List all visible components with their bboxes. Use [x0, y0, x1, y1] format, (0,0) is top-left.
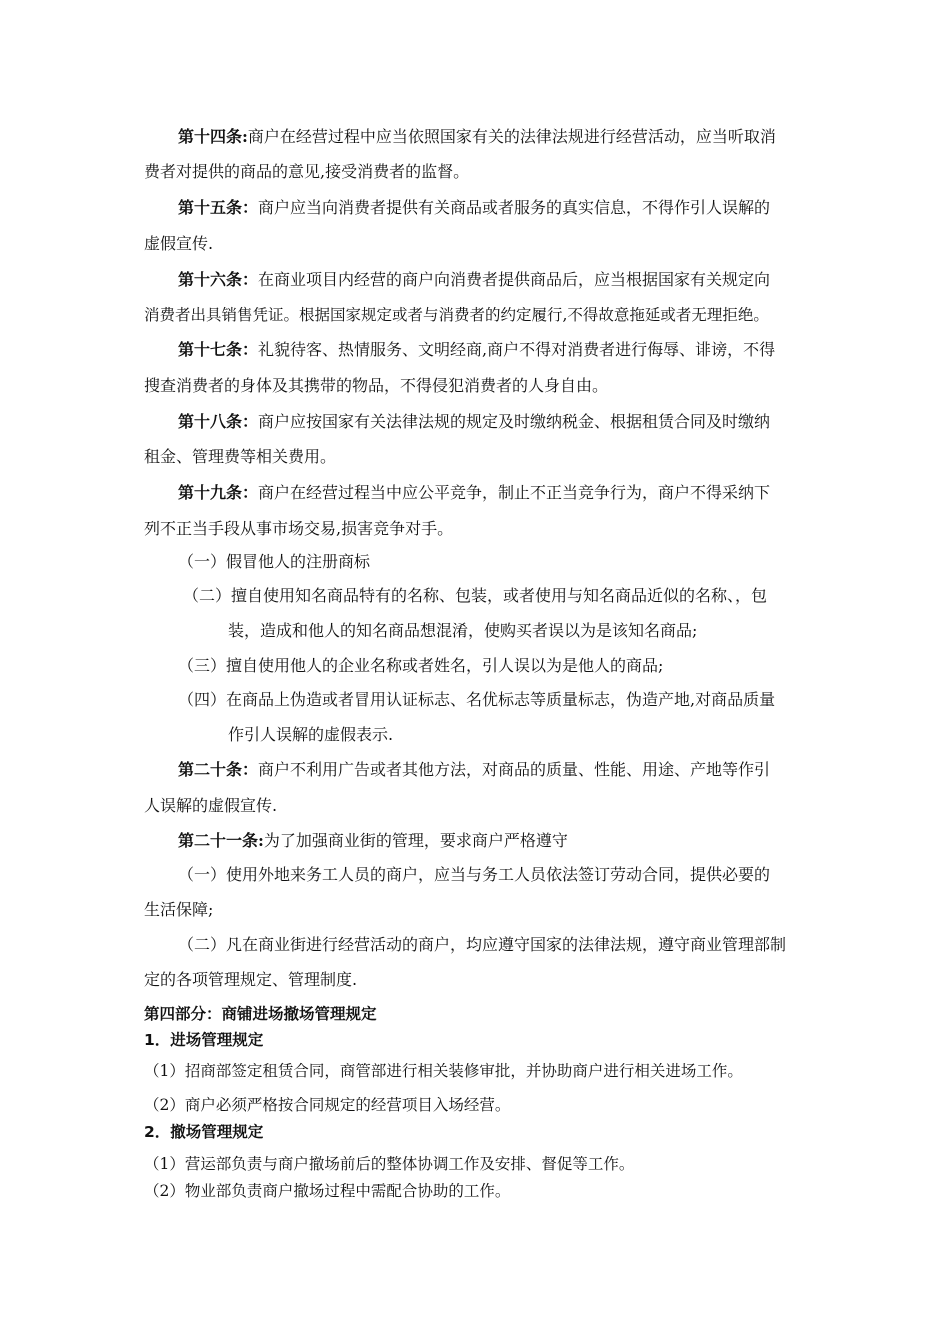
article-label: 第十五条： — [178, 198, 259, 217]
article-label: 第二十一条: — [178, 831, 264, 850]
article-20-line-2: 人误解的虚假宣传. — [144, 796, 278, 815]
article-21-item-2-line-1: （二）凡在商业街进行经营活动的商户，均应遵守国家的法律法规，遵守商业管理部制 — [178, 935, 787, 954]
article-15-line-1: 第十五条：商户应当向消费者提供有关商品或者服务的真实信息，不得作引人误解的 — [178, 198, 771, 217]
article-14-line-1: 第十四条:商户在经营过程中应当依照国家有关的法律法规进行经营活动，应当听取消 — [178, 127, 776, 146]
part-4-heading: 第四部分：商铺进场撤场管理规定 — [144, 1005, 377, 1023]
section-entry-item-1: （1）招商部签定租赁合同，商管部进行相关装修审批，并协助商户进行相关进场工作。 — [144, 1062, 743, 1080]
article-19-item-2-line-1: （二）擅自使用知名商品特有的名称、包装，或者使用与知名商品近似的名称、，包 — [183, 586, 768, 605]
article-19-line-2: 列不正当手段从事市场交易,损害竞争对手。 — [144, 519, 454, 538]
article-19-item-4-line-1: （四）在商品上伪造或者冒用认证标志、名优标志等质量标志，伪造产地,对商品质量 — [178, 690, 776, 709]
section-exit-heading: 2．撤场管理规定 — [144, 1123, 264, 1141]
article-19-item-4-line-2: 作引人误解的虚假表示. — [228, 725, 394, 744]
article-label: 第十八条： — [178, 412, 259, 431]
article-19-line-1: 第十九条：商户在经营过程当中应公平竞争，制止不正当竞争行为，商户不得采纳下 — [178, 483, 771, 502]
article-16-line-1: 第十六条：在商业项目内经营的商户向消费者提供商品后，应当根据国家有关规定向 — [178, 270, 771, 289]
article-19-item-1: （一）假冒他人的注册商标 — [178, 552, 371, 571]
article-15-line-2: 虚假宣传. — [144, 234, 214, 253]
article-18-line-2: 租金、管理费等相关费用。 — [144, 447, 337, 466]
article-21-item-1-line-1: （一）使用外地来务工人员的商户，应当与务工人员依法签订劳动合同，提供必要的 — [178, 865, 771, 884]
article-18-line-1: 第十八条：商户应按国家有关法律法规的规定及时缴纳税金、根据租赁合同及时缴纳 — [178, 412, 771, 431]
article-19-item-2-line-2: 装，造成和他人的知名商品想混淆，使购买者误以为是该知名商品; — [228, 621, 698, 640]
article-label: 第十四条: — [178, 127, 248, 146]
section-exit-item-2: （2）物业部负责商户撤场过程中需配合协助的工作。 — [144, 1182, 511, 1200]
section-entry-item-2: （2）商户必须严格按合同规定的经营项目入场经营。 — [144, 1096, 511, 1114]
article-17-line-1: 第十七条：礼貌待客、热情服务、文明经商,商户不得对消费者进行侮辱、诽谤，不得 — [178, 340, 776, 359]
article-14-line-2: 费者对提供的商品的意见,接受消费者的监督。 — [144, 162, 470, 181]
article-label: 第十七条： — [178, 340, 259, 359]
article-label: 第十六条： — [178, 270, 259, 289]
article-label: 第十九条： — [178, 483, 259, 502]
article-20-line-1: 第二十条：商户不利用广告或者其他方法，对商品的质量、性能、用途、产地等作引 — [178, 760, 771, 779]
section-entry-heading: 1．进场管理规定 — [144, 1031, 264, 1049]
article-label: 第二十条： — [178, 760, 259, 779]
article-19-item-3: （三）擅自使用他人的企业名称或者姓名，引人误以为是他人的商品; — [178, 656, 664, 675]
article-17-line-2: 搜查消费者的身体及其携带的物品，不得侵犯消费者的人身自由。 — [144, 376, 609, 395]
section-exit-item-1: （1）营运部负责与商户撤场前后的整体协调工作及安排、督促等工作。 — [144, 1155, 635, 1173]
article-21-line-1: 第二十一条:为了加强商业街的管理，要求商户严格遵守 — [178, 831, 568, 850]
article-16-line-2: 消费者出具销售凭证。根据国家规定或者与消费者的约定履行,不得故意拖延或者无理拒绝。 — [144, 306, 769, 324]
article-21-item-1-line-2: 生活保障; — [144, 900, 214, 919]
article-21-item-2-line-2: 定的各项管理规定、管理制度. — [144, 970, 358, 989]
